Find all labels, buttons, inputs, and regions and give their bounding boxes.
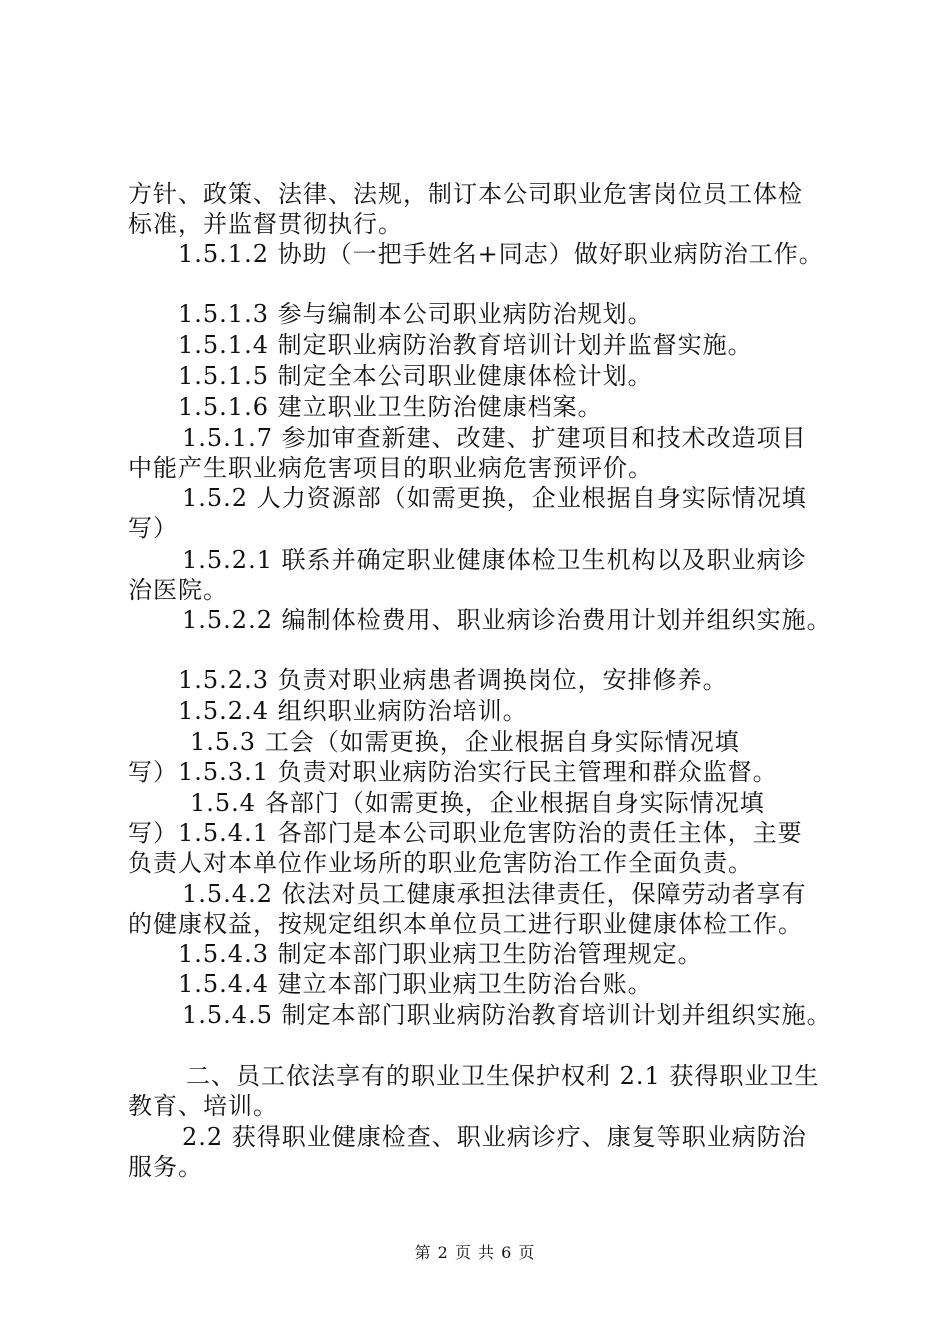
text-line: 1.5.2.3 负责对职业病患者调换岗位，安排修养。	[178, 666, 728, 694]
text-line: 负责人对本单位作业场所的职业危害防治工作全面负责。	[128, 849, 753, 877]
text-line: 1.5.1.7 参加审查新建、改建、扩建项目和技术改造项目	[182, 424, 807, 452]
text-line: 1.5.4.5 制定本部门职业病防治教育培训计划并组织实施。	[182, 1001, 832, 1029]
text-line: 写）1.5.4.1 各部门是本公司职业危害防治的责任主体，主要	[128, 819, 803, 847]
text-line: 1.5.1.5 制定全本公司职业健康体检计划。	[178, 362, 653, 390]
text-line: 1.5.2.1 联系并确定职业健康体检卫生机构以及职业病诊	[182, 546, 807, 574]
text-line: 二、员工依法享有的职业卫生保护权利 2.1 获得职业卫生	[186, 1062, 820, 1090]
text-line: 1.5.4 各部门（如需更换，企业根据自身实际情况填	[190, 789, 765, 817]
text-line: 的健康权益，按规定组织本单位员工进行职业健康体检工作。	[128, 910, 803, 938]
text-line: 写）1.5.3.1 负责对职业病防治实行民主管理和群众监督。	[128, 758, 778, 786]
text-line: 写）	[128, 514, 178, 542]
text-line: 1.5.2.2 编制体检费用、职业病诊治费用计划并组织实施。	[182, 606, 832, 634]
text-line: 1.5.3 工会（如需更换，企业根据自身实际情况填	[190, 728, 740, 756]
text-line: 1.5.2.4 组织职业病防治培训。	[178, 697, 528, 725]
text-line: 1.5.4.4 建立本部门职业病卫生防治台账。	[178, 970, 653, 998]
text-line: 教育、培训。	[128, 1092, 278, 1120]
text-line: 1.5.1.3 参与编制本公司职业病防治规划。	[178, 300, 653, 328]
text-line: 1.5.4.3 制定本部门职业病卫生防治管理规定。	[178, 940, 703, 968]
text-line: 治医院。	[128, 576, 228, 604]
text-line: 标准，并监督贯彻执行。	[128, 210, 403, 238]
text-line: 中能产生职业病危害项目的职业病危害预评价。	[128, 454, 653, 482]
text-line: 2.2 获得职业健康检查、职业病诊疗、康复等职业病防治	[182, 1123, 807, 1151]
text-line: 1.5.1.4 制定职业病防治教育培训计划并监督实施。	[178, 331, 753, 359]
text-line: 1.5.4.2 依法对员工健康承担法律责任，保障劳动者享有	[182, 880, 807, 908]
text-line: 方针、政策、法律、法规，制订本公司职业危害岗位员工体检	[128, 180, 803, 208]
text-line: 服务。	[128, 1153, 203, 1181]
page-number-footer: 第 2 页 共 6 页	[414, 1243, 536, 1262]
text-line: 1.5.1.6 建立职业卫生防治健康档案。	[178, 393, 603, 421]
text-line: 1.5.2 人力资源部（如需更换，企业根据自身实际情况填	[182, 484, 807, 512]
text-line: 1.5.1.2 协助（一把手姓名+同志）做好职业病防治工作。	[178, 240, 824, 268]
